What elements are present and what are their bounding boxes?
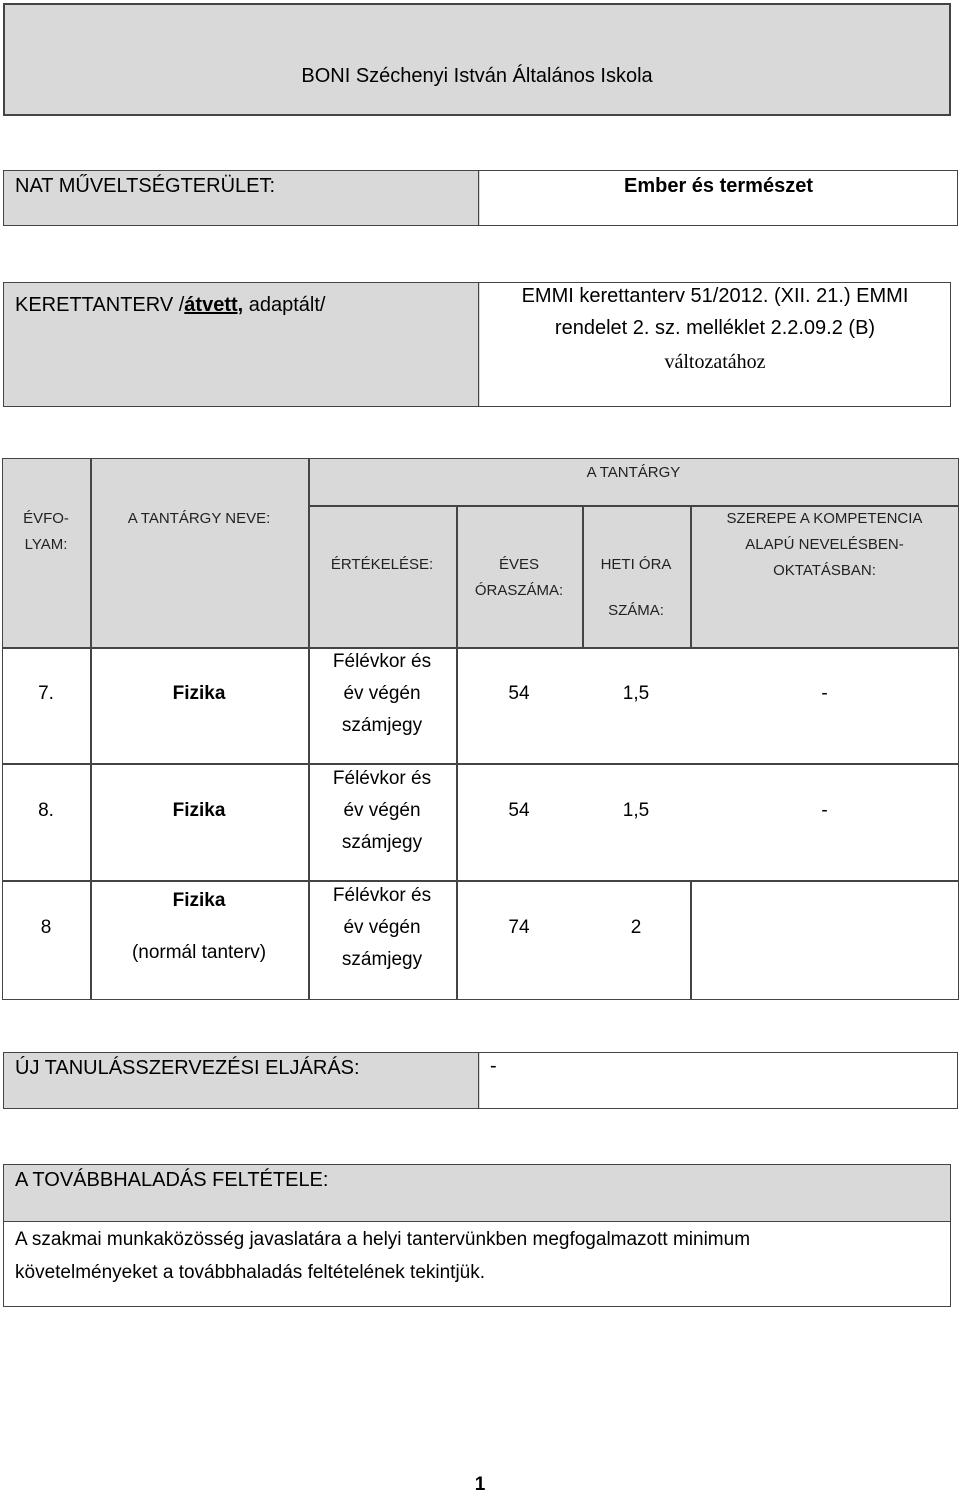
progression-condition-text <box>15 1223 940 1289</box>
grid-line <box>2 763 959 765</box>
subject-table <box>2 458 959 1000</box>
row3-subject-cell <box>90 885 308 969</box>
new-learning-method-label-cell <box>4 1053 479 1108</box>
row1-evaluation <box>308 646 456 742</box>
row2-evaluation-line2: év végén <box>343 800 421 821</box>
progression-condition-header <box>4 1165 950 1222</box>
row1-subject: Fizika <box>172 683 226 704</box>
header-evaluation-text: ÉRTÉKELÉSE: <box>330 556 434 573</box>
new-learning-method-row <box>3 1052 958 1109</box>
header-subject-name-text: A TANTÁRGY NEVE: <box>127 510 271 527</box>
kerettanterv-value-cell <box>480 283 950 406</box>
grid-line <box>2 647 959 649</box>
row2-annual-hours: 54 <box>508 800 530 821</box>
group-header <box>308 458 959 506</box>
header-weekly-hours-line1: HETI ÓRA <box>600 556 672 573</box>
row2-evaluation-line3: számjegy <box>341 832 423 853</box>
header-competence-role-line3: OKTATÁSBAN: <box>773 562 876 579</box>
header-annual-hours-line1: ÉVES <box>498 556 540 573</box>
header-grade-line1: ÉVFO- <box>23 510 69 527</box>
row3-evaluation-line3: számjegy <box>341 949 423 970</box>
grid-line <box>2 880 959 882</box>
school-name: BONI Széchenyi István Általános Iskola <box>301 65 653 87</box>
row3-evaluation-line2: év végén <box>343 917 421 938</box>
header-competence-role <box>690 506 959 584</box>
new-learning-method-value-cell <box>480 1053 957 1108</box>
row2-evaluation <box>308 763 456 859</box>
row1-weekly-hours: 1,5 <box>622 683 650 704</box>
row2-subject: Fizika <box>172 800 226 821</box>
header-weekly-hours-line2: SZÁMA: <box>608 602 664 619</box>
kerettanterv-label-suffix: adaptált/ <box>243 294 326 316</box>
header-evaluation <box>308 552 456 578</box>
kerettanterv-value-line2: rendelet 2. sz. melléklet 2.2.09.2 (B) <box>554 317 876 339</box>
row1-evaluation-line1: Félévkor és <box>332 651 432 672</box>
row3-annual-hours: 74 <box>508 917 530 938</box>
kerettanterv-label-cell <box>4 283 479 406</box>
row2-evaluation-line1: Félévkor és <box>332 768 432 789</box>
header-weekly-hours <box>582 552 690 624</box>
header-competence-role-line2: ALAPÚ NEVELÉSBEN- <box>745 536 904 553</box>
row3-subject: Fizika <box>172 890 226 911</box>
kerettanterv-label-underlined: átvett, <box>184 294 244 316</box>
header-competence-role-line1: SZEREPE A KOMPETENCIA <box>726 510 923 527</box>
header-subject-name <box>90 506 308 532</box>
new-learning-method-label: ÚJ TANULÁSSZERVEZÉSI ELJÁRÁS: <box>15 1057 360 1079</box>
progression-condition-box <box>3 1164 951 1307</box>
nat-label: NAT MŰVELTSÉGTERÜLET: <box>15 175 276 197</box>
progression-condition-line2: követelményeket a továbbhaladás feltételének tekintjük. <box>15 1262 486 1283</box>
progression-condition-label: A TOVÁBBHALADÁS FELTÉTELE: <box>15 1169 329 1191</box>
row2-weekly-hours: 1,5 <box>622 800 650 821</box>
new-learning-method-value: - <box>490 1055 497 1077</box>
row1-competence-role: - <box>821 683 828 704</box>
school-header <box>3 3 951 116</box>
kerettanterv-label-prefix: KERETTANTERV / <box>15 294 185 316</box>
row1-evaluation-line3: számjegy <box>341 715 423 736</box>
row2-competence-role: - <box>821 800 828 821</box>
row1-grade: 7. <box>38 683 54 704</box>
nat-label-cell <box>4 171 479 225</box>
group-header-text: A TANTÁRGY <box>586 464 681 481</box>
header-annual-hours <box>456 552 582 604</box>
row3-grade: 8 <box>40 917 52 938</box>
row3-evaluation <box>308 880 456 976</box>
kerettanterv-label <box>15 294 326 317</box>
header-grade-line2: LYAM: <box>24 536 68 553</box>
nat-value-cell <box>480 171 957 225</box>
nat-value: Ember és természet <box>624 175 813 197</box>
kerettanterv-value-line3: változatához <box>664 351 766 373</box>
kerettanterv-row <box>3 282 951 407</box>
row1-evaluation-line2: év végén <box>343 683 421 704</box>
row3-evaluation-line1: Félévkor és <box>332 885 432 906</box>
progression-condition-line1: A szakmai munkaközösség javaslatára a helyi tantervünkben megfogalmazott minimum <box>15 1229 751 1250</box>
row1-annual-hours: 54 <box>508 683 530 704</box>
header-grade <box>2 506 90 558</box>
row3-subject-note: (normál tanterv) <box>131 942 267 963</box>
kerettanterv-value-line1: EMMI kerettanterv 51/2012. (XII. 21.) EMMI <box>521 285 909 307</box>
nat-row <box>3 170 958 226</box>
page-number: 1 <box>474 1474 486 1495</box>
grid-line <box>690 880 692 1000</box>
row2-grade: 8. <box>38 800 54 821</box>
row3-weekly-hours: 2 <box>630 917 642 938</box>
header-annual-hours-line2: ÓRASZÁMA: <box>474 582 564 599</box>
